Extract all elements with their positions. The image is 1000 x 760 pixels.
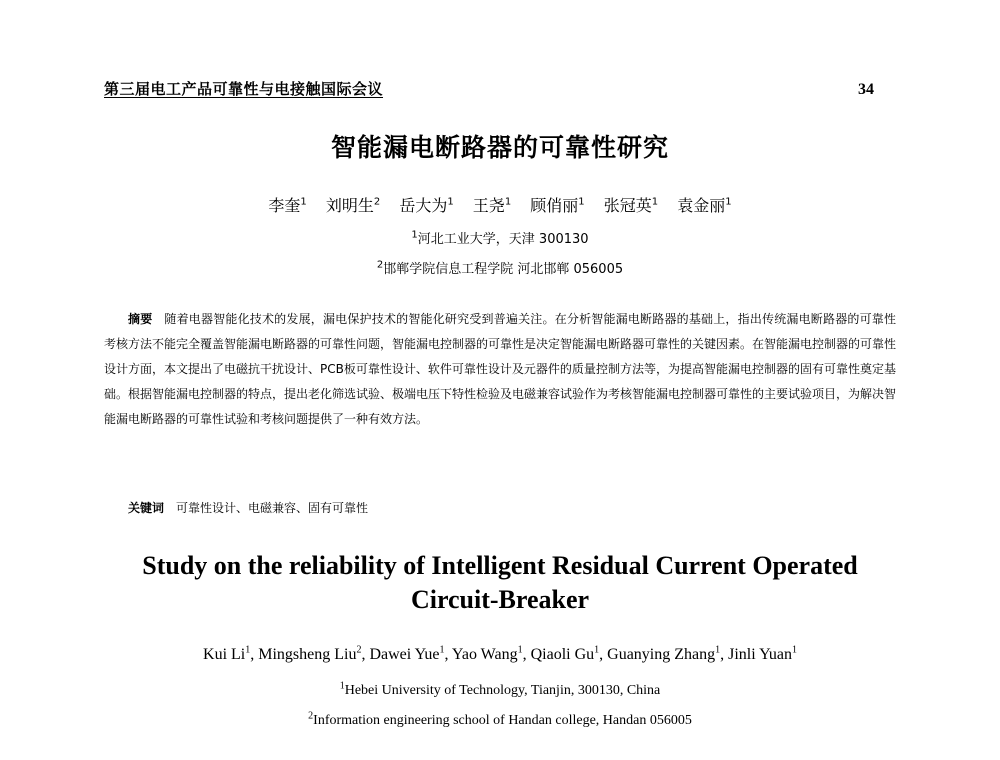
chinese-author: 刘明生$^2$ — [325, 196, 381, 215]
english-author: Qiaoli Gu$^1$, — [530, 644, 608, 663]
english-author: Mingsheng Liu$^2$, — [258, 644, 370, 663]
chinese-title: 智能漏电断路器的可靠性研究 — [330, 133, 669, 162]
chinese-author: 岳大为$^1$ — [399, 196, 454, 215]
chinese-author: 王尧$^1$ — [472, 196, 512, 215]
english-author: Jinli Yuan$^1$ — [728, 644, 797, 663]
chinese-author: 袁金丽$^1$ — [677, 196, 732, 215]
chinese-affiliation-1: $^1$河北工业大学，天津 300130 — [411, 229, 589, 247]
conference-name: 第三届电工产品可靠性与电接触国际会议 — [104, 80, 384, 98]
english-affiliation-2: $^2$Information engineering school of Handan college, Handan 056005 — [308, 710, 692, 728]
english-affiliation-1: $^1$Hebei University of Technology, Tianjin, 300130, China — [339, 680, 661, 698]
chinese-author: 顾俏丽$^1$ — [530, 196, 585, 215]
chinese-author-list — [0, 193, 1000, 216]
english-title — [80, 549, 920, 617]
english-author: Kui Li$^1$, — [203, 644, 259, 663]
keywords-label: 关键词 — [128, 501, 165, 515]
chinese-author: 张冠英$^1$ — [603, 196, 659, 215]
english-author: Dawei Yue$^1$, — [369, 644, 452, 663]
english-author-list — [0, 646, 1000, 664]
running-header — [104, 78, 874, 99]
english-title-line-1: Study on the reliability of Intelligent Residual Current Operated — [142, 551, 858, 580]
chinese-abstract — [104, 307, 896, 432]
keywords-text: 可靠性设计、电磁兼容、固有可靠性 — [176, 501, 369, 515]
chinese-keywords — [128, 499, 828, 516]
english-author: Guanying Zhang$^1$, — [607, 644, 729, 663]
abstract-label: 摘要 — [128, 312, 153, 326]
english-title-line-2: Circuit-Breaker — [410, 585, 590, 614]
chinese-affiliation-2: $^2$邯郸学院信息工程学院 河北邯郸 056005 — [376, 259, 624, 277]
abstract-text: 随着电器智能化技术的发展，漏电保护技术的智能化研究受到普遍关注。在分析智能漏电断路器的基础上，指出传统漏电断路器的可靠性考核方法不能完全覆盖智能漏电断路器的可靠性问题，智能漏电控制器的可靠性是决定智能漏电断路器可靠性的关键因素。在智能漏电控制器的可靠性设计方面，本文提出了电磁抗干扰设计、PCB板可靠性设计、软件可靠性设计及元器件的质量控制方法等，为提高智能漏电控制器的固有可靠性奠定基础。根据智能漏电控制器的特点，提出老化筛选试验、极端电压下特性检验及电磁兼容试验作为考核智能漏电控制器可靠性的主要试验项目，为解决智能漏电断路器的可靠性试验和考核问题提供了一种有效方法。 — [104, 312, 897, 426]
page-number: 34 — [858, 81, 874, 98]
chinese-author: 李奎$^1$ — [268, 196, 307, 215]
english-author: Yao Wang$^1$, — [451, 644, 531, 663]
